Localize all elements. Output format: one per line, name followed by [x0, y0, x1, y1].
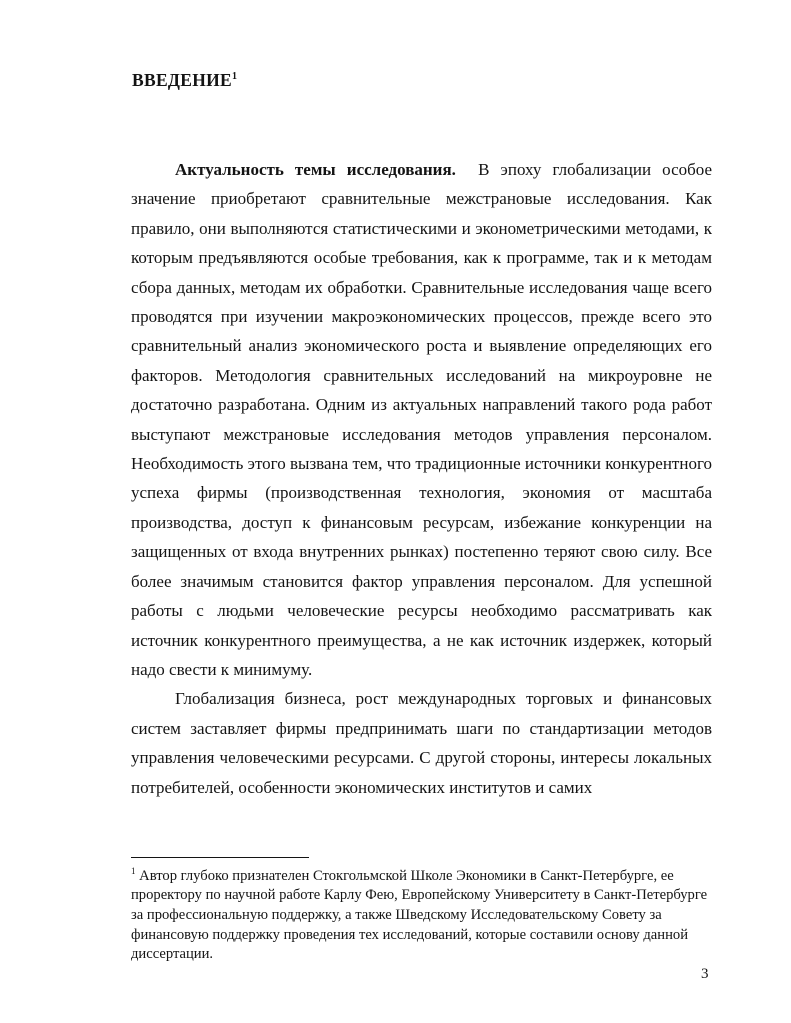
body-text: [131, 155, 712, 802]
paragraph-1-text: В эпоху глобализации особое значение приобретают сравнительные межстрановые исследования. Как правило, они выполняются статистическими и эконометрическими методами, к которым предъявляются особые требования, как к программе, так и к методам сбора данных, методам их обработки. Сравнительные исследования чаще всего проводятся при изучении макроэкономических процессов, прежде всего это сравнительный анализ экономического роста и выявление определяющих его факторов. Методология сравнительных исследований на микроуровне не достаточно разработана. Одним из актуальных направлений такого рода работ выступают межстрановые исследования методов управления персоналом. Необходимость этого вызвана тем, что традиционные источники конкурентного успеха фирмы (производственная технология, экономия от масштаба производства, доступ к финансовым ресурсам, избежание конкуренции на защищенных от входа внутренних рынках) постепенно теряют свою силу. Все более значимым становится фактор управления персоналом. Для успешной работы с людьми человеческие ресурсы необходимо рассматривать как источник конкурентного преимущества, а не как источник издержек, который надо свести к минимуму.: [131, 160, 713, 679]
paragraph-2: [131, 684, 712, 802]
heading-footnote-mark: 1: [232, 71, 238, 83]
heading-title: ВВЕДЕНИЕ: [132, 70, 233, 90]
section-heading: [132, 70, 237, 91]
footnote-mark: 1: [131, 866, 136, 876]
paragraph-2-text: Глобализация бизнеса, рост международных торговых и финансовых систем заставляет фирмы предпринимать шаги по стандартизации методов управления человеческими ресурсами. С другой стороны, интересы локальных потребителей, особенности экономических институтов и самих: [131, 689, 712, 797]
footnote: [131, 862, 712, 965]
page-number: 3: [701, 966, 709, 982]
paragraph-lead: Актуальность темы исследования.: [175, 160, 456, 179]
footnote-text: Автор глубоко признателен Стокгольмской Школе Экономики в Санкт-Петербурге, ее проректору по научной работе Карлу Фею, Европейскому Университету в Санкт-Петербурге за профессиональную поддержку, а также Шведскому Исследовательскому Совету за финансовую поддержку проведения тех исследований, которые составили основу данной диссертации.: [131, 867, 708, 963]
paragraph-1: [131, 155, 712, 684]
footnote-divider: [131, 857, 309, 858]
